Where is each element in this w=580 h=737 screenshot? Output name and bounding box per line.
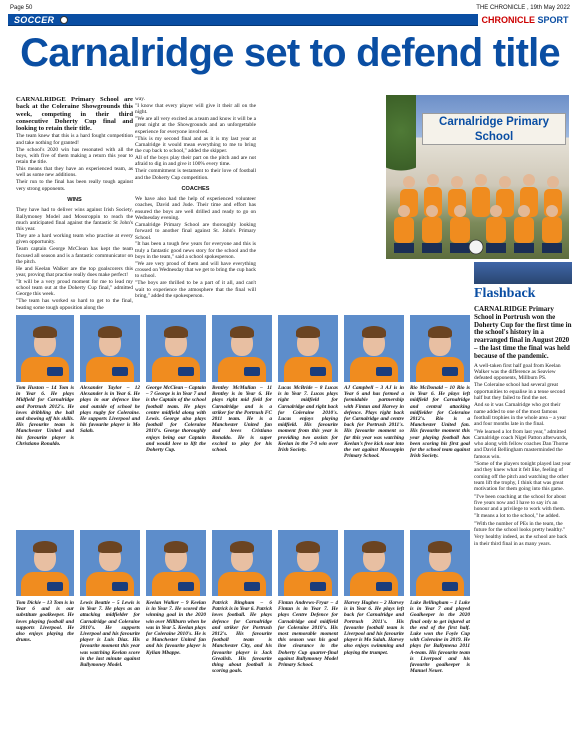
subheading-coaches: COACHES <box>181 185 210 192</box>
paragraph: "We are very proud of them and will have everything crossed on Wednesday that we get to bring the cup back to school. <box>135 260 256 280</box>
publication-date: THE CHRONICLE , 19th May 2022 <box>476 5 570 11</box>
subheading-wins: WINS <box>67 196 82 203</box>
player-profile: AJ Campbell – 3 AJ is in Year 6 and has formed a formidable partnership with Fintan and Harvey in defence. Plays right back for Carnalridge and centre back for Portrush 2011's. His favourite moment so far this year was watching Keelan's free kick soar into the net against Mossoppin Primary School. <box>344 385 404 460</box>
paragraph: He and Keelan Walker are the top goalscorers this year, proving that practise really does make perfect! <box>16 265 133 278</box>
player-profile: Lewis Beattie – 5 Lewis is in Year 7. He plays as an attacking midfielder for Carnalridge and Coleraine 2010's. He supports Liverpool and his favourite player is Luis Diaz. His favourite moment this year was watching Keelan score in the last minute against Ballymoney Model. <box>80 600 140 669</box>
paragraph: "It means a lot to the school," he added. <box>474 513 560 520</box>
paragraph: This means that they have an experienced team, as well as some new additions. <box>16 166 133 179</box>
player-photo <box>278 530 338 596</box>
headline: Carnalridge set to defend title <box>20 31 560 75</box>
page-number: Page 50 <box>10 5 33 11</box>
player-profile: Rio McDonald – 10 Rio is in Year 6. He plays left midfield for Carnalridge and central attacking midfielder for Coleraine 2012's. Rio is a Manchester United fan. His favourite moment this year playing football has been scoring his first goal for the school team against Irish Society. <box>410 385 470 460</box>
player-photo <box>410 530 470 596</box>
player-photo <box>146 315 206 382</box>
team-photo <box>386 95 569 259</box>
player-photo <box>16 315 74 382</box>
paragraph: "We learned a lot from last year," admitted Carnalridge coach Nigel Patton afterwards, who along with fellow coaches Dan Thorne and David Bellingham masterminded the famous win. <box>474 428 569 460</box>
section-bar <box>8 14 572 26</box>
flashback-box <box>474 262 572 548</box>
paragraph: "With the number of PEs in the team, the future for the school looks pretty healthy." <box>474 520 566 533</box>
paragraph: The school's 2020 win has resonated with all the boys, with five of them making a return this year to retain the title. <box>16 146 133 166</box>
section-label: SOCCER <box>14 15 55 25</box>
paragraph: "This is my second final and as it is my last year at Carnalridge it would mean everything to me to bring the cup back to school," added the skipper. <box>135 135 256 155</box>
player-photo <box>344 315 404 382</box>
paragraph: All of the boys play their part on the pitch and are not afraid to dig in and give it 100% every time. <box>135 155 256 168</box>
paragraph: The team knew that this is a hard fought competition and take nothing for granted! <box>16 133 133 146</box>
player-profile: Fintan Andrews-Fryar – 4 Fintan is in Year 7. He plays Centre Defence for Carnalridge and midfield for Coleraine 2010's. His most memorable moment this season was his goal line clearance in the Doherty Cup quarter-final against Ballymoney Model Primary School. <box>278 600 338 669</box>
player-profile: Lucas McBride – 8 Lucas is in Year 7. Lucas plays right midfield for Carnalridge and right back for Coleraine 2010's. Lucas enjoys playing midfield. His favourite moment from this year is providing two assists for Keelan in the 7-0 win over Irish Society. <box>278 385 338 454</box>
paragraph: Carnalridge Primary School are thoroughly looking forward to another final against St. John's Primary School. <box>135 221 256 241</box>
player-photo <box>212 315 272 382</box>
player-profile: Patrick Bingham – 6 Patrick is in Year 6. Patrick loves football. He plays defence for Carnalridge and striker for Portrush 2012's. His favourite football team is Manchester City, and his favourite player is Jack Grealish. His favourite thing about football is scoring goals. <box>212 600 272 675</box>
football-icon <box>60 16 68 24</box>
flashback-photo <box>474 262 572 284</box>
player-profile: Alexander Taylor – 12 Alexander is in Year 6. He plays in our defence line and outside of school he plays rugby for Coleraine. He supports Liverpool and his favourite player is Mo Salah. <box>80 385 140 435</box>
paragraph: "It will be a very proud moment for me to lead my school team out at the Doherty Cup final," admitted George this week. <box>16 278 133 298</box>
article-lead: CARNALRIDGE Primary School are back at the Coleraine Showgrounds this week, competing in their third consecutive Doherty Cup final and looking to retain their title. <box>16 96 133 133</box>
school-sign: Carnalridge Primary School <box>422 113 566 145</box>
player-photo <box>410 315 470 382</box>
player-profile: Tom Huston – 14 Tom is in Year 6. He plays Midfield for Carnalridge and Portrush 2012's. He loves dribbling the ball and showing off his skills. His favourite team is Manchester United and his favourite player is Christiano Ronaldo. <box>16 385 74 447</box>
paragraph: "I know that every player will give it their all on the night. <box>135 102 256 116</box>
paragraph: The Coleraine school had several great opportunities to equalise in a tense second half but they failed to find the net. <box>474 382 566 402</box>
player-photo <box>80 530 140 596</box>
paragraph: Very healthy indeed, as the school are back in their third final in as many years. <box>474 534 568 547</box>
player-photo <box>278 315 338 382</box>
paragraph: Team captain George McClean has kept the team focused all season and is a fantastic communicator on the pitch. <box>16 246 133 265</box>
paragraph: Their commitment is testament to their love of football and the Doherty Cup competition. <box>135 168 256 181</box>
player-profile: Luke Bellingham – 1 Luke is in Year 7 and played Goalkeeper in the 2020 final only to get injured at the end of the first half. Luke won the Foyle Cup with Coleraine in 2019. He plays for Ballymena 2011 A-team. His favourite team is Liverpool and his favourite goalkeeper is Manuel Neuer. <box>410 600 470 675</box>
team-players-graphic <box>386 159 569 259</box>
paragraph: "The boys are thrilled to be a part of it all, and can't wait to experience the atmosphere that the final will bring," added the spokesperson. <box>135 280 256 299</box>
paragraph: Their run to the final has been really tough against very strong opponents. <box>16 179 133 192</box>
brand-logo: CHRONICLE SPORT <box>478 14 572 26</box>
paragraph: "The team has worked so hard to get to the final, beating some tough opposition along the <box>16 298 133 311</box>
paragraph: way. <box>135 96 145 102</box>
player-profile: Tom Dickie – 13 Tom is in Year 6 and is our substitute goalkeeper. He loves playing football and supports Liverpool. He also enjoys playing the drums. <box>16 600 74 644</box>
paragraph: We have also had the help of experienced volunteer coaches, David and Jude. Their time and effort has ensured the boys are well drilled and ready to go on Wednesday evening. <box>135 196 256 222</box>
paragraph: And so it was Carnalridge who got their name added to one of the most famous football trophies in the whole area – a year and four months late in the final. <box>474 402 567 428</box>
flashback-body <box>474 363 572 547</box>
paragraph: A well-taken first half goal from Keelan Walker was the difference as Seaview defeated opponents, Millburn PS. <box>474 362 561 382</box>
paragraph: "We are all very excited as a team and know it will be a great night at the Showgrounds and an unforgettable experience for everyone involved. <box>135 116 256 135</box>
paragraph: They are a hard working team who practise at every given opportunity. <box>16 233 133 246</box>
flashback-title: Flashback <box>474 286 536 301</box>
player-photo <box>146 530 206 596</box>
paragraph: "Some of the players tonight played last year and they knew what it felt like, feeling of coming off the pitch and watching the other team lift the trophy, I think that was great motivation for them going into this game. <box>474 461 571 493</box>
player-profile: Keelan Walker – 9 Keelan is in Year 7. He scored the winning goal in the 2020 win over Millburn when he was in Year 5. Keelan plays for Coleraine 2010's. He is a Manchester United fan and his favourite player is Kylian Mbappe. <box>146 600 206 656</box>
player-profile: George McClean – Captain – 7 George is in Year 7 and is the Captain of the school football team. He plays centre midfield along with Lewis. George also plays football for Coleraine 2010's. George thoroughly enjoys being our Captain and would love to lift the Doherty Cup. <box>146 385 206 454</box>
player-photo <box>212 530 272 596</box>
paragraph: "I've been coaching at the school for about five years now and I have to say it's an honour and a privilege to work with them. <box>474 493 566 513</box>
player-photo <box>80 315 140 382</box>
paragraph: "It has been a tough few years for everyone and this is truly a fantastic good news story for the school and the boys in the team," said a school spokesperson. <box>135 241 256 260</box>
article-column-2 <box>135 96 256 300</box>
player-photo <box>344 530 404 596</box>
player-profile: Bentley McMullan – 11 Bentley is in Year 6. He plays right mid field for Carnalridge and is a striker for the Portrush FC 2011 team. He is a Manchester United fan and loves Cristiano Ronaldo. He is super excited to play for his school. <box>212 385 272 454</box>
article-column-1 <box>16 96 133 312</box>
flashback-lead: CARNALRIDGE Primary School in Portrush won the Doherty Cup for the first time in the school's history in a rearranged final in August 2020 – the last time the final was held because of the pandemic. <box>474 305 572 360</box>
player-profile: Harvey Hughes – 2 Harvey is in Year 6. He plays left back for Carnalridge and Portrush 2011's. His favourite football team is Liverpool and his favourite player is Mo Salah. Harvey also enjoys swimming and playing the trumpet. <box>344 600 404 656</box>
page-header-line <box>0 0 580 14</box>
player-photo <box>16 530 74 596</box>
paragraph: They have had to deliver wins against Irish Society, Ballymoney Model and Mossroppin to reach the much anticipated final against the fantastic St John's this year. <box>16 207 133 233</box>
